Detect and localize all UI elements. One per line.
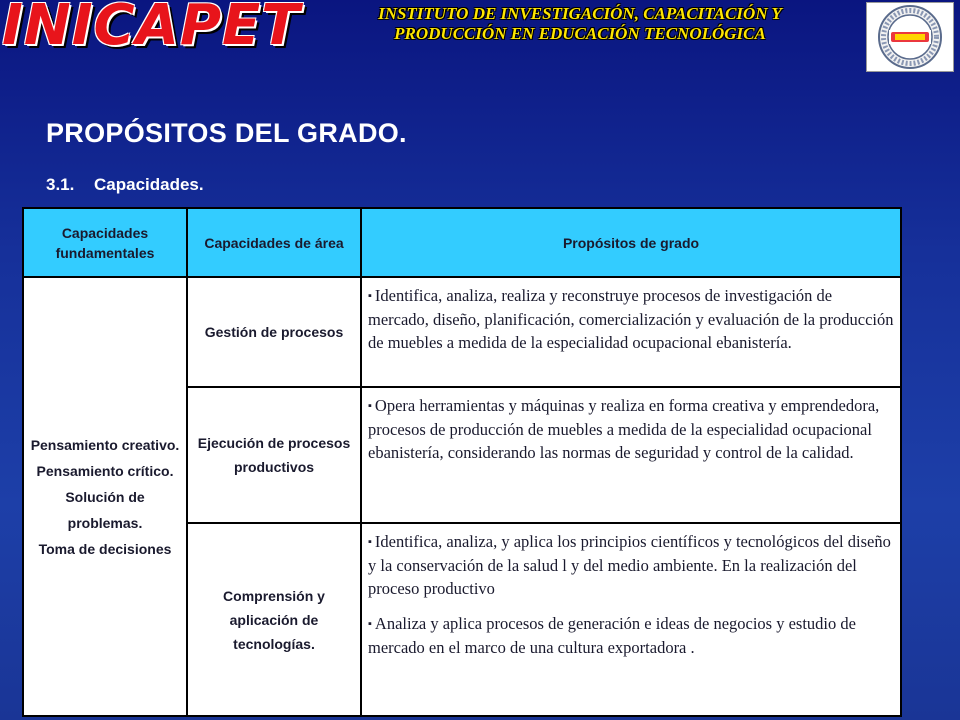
inicapet-logo: INICAPET — [2, 0, 301, 58]
fundamental-capacities-cell — [23, 277, 187, 716]
square-bullet-icon: ▪ — [368, 618, 372, 630]
purpose-item — [368, 284, 894, 354]
seal-emblem-icon — [867, 3, 953, 71]
purpose-cell — [361, 387, 901, 523]
institute-name — [300, 4, 860, 44]
purpose-cell — [361, 277, 901, 387]
square-bullet-icon: ▪ — [368, 536, 372, 548]
capacities-table — [22, 207, 902, 717]
fundamental-item: Pensamiento creativo. — [30, 436, 180, 453]
fundamental-item: Toma de decisiones — [38, 540, 172, 557]
header-capacidades-fundamentales: Capacidades fundamentales — [23, 208, 187, 277]
fundamental-item: Solución de problemas. — [65, 488, 145, 531]
purpose-item — [368, 612, 894, 659]
institute-seal — [866, 2, 954, 72]
header-propositos-grado: Propósitos de grado — [361, 208, 901, 277]
purpose-text: Identifica, analiza, y aplica los principios científicos y tecnológicos del diseño y la conservación de la salud l y del medio ambiente. En la realización del proceso productivo — [368, 532, 891, 598]
table-row — [23, 277, 901, 387]
area-cell: Ejecución de procesos productivos — [187, 387, 361, 523]
header-capacidades-area: Capacidades de área — [187, 208, 361, 277]
purpose-item — [368, 394, 894, 464]
purpose-text: Opera herramientas y máquinas y realiza en forma creativa y emprendedora, procesos de producción de muebles a medida de la especialidad ocupacional ebanistería, considerando las normas de seguridad y control de la calidad. — [368, 396, 880, 462]
section-subtitle — [46, 175, 204, 195]
fundamental-item: Pensamiento crítico. — [36, 462, 174, 479]
page-title: PROPÓSITOS DEL GRADO. — [46, 118, 407, 148]
purpose-item — [368, 530, 894, 600]
square-bullet-icon: ▪ — [368, 290, 372, 302]
institute-line-2: PRODUCCIÓN EN EDUCACIÓN TECNOLÓGICA — [394, 24, 766, 43]
area-cell: Comprensión y aplicación de tecnologías. — [187, 523, 361, 716]
section-label: Capacidades. — [94, 175, 204, 194]
purpose-cell — [361, 523, 901, 716]
section-number: 3.1. — [46, 175, 75, 194]
area-cell: Gestión de procesos — [187, 277, 361, 387]
institute-line-1: INSTITUTO DE INVESTIGACIÓN, CAPACITACIÓN Y — [378, 4, 782, 23]
square-bullet-icon: ▪ — [368, 400, 372, 412]
purpose-text: Analiza y aplica procesos de generación e ideas de negocios y estudio de mercado en el marco de una cultura exportadora . — [368, 614, 856, 657]
table-header-row — [23, 208, 901, 277]
purpose-text: Identifica, analiza, realiza y reconstruye procesos de investigación de mercado, diseño, planificación, comercialización y evaluación de la producción de muebles a medida de la especialidad ocupacional ebanistería. — [368, 286, 894, 352]
